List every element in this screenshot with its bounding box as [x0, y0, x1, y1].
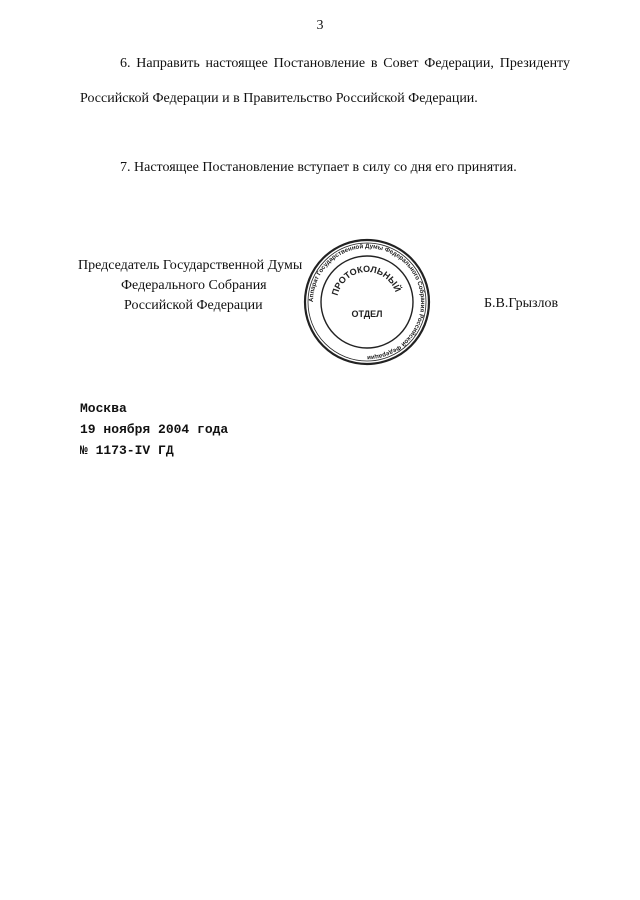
- signer-name: Б.В.Грызлов: [484, 296, 559, 311]
- page-number: 3: [316, 18, 324, 33]
- paragraph-7-text: 7. Настоящее Постановление вступает в силу со дня его принятия.: [120, 160, 517, 175]
- footer-city: Москва: [80, 401, 127, 416]
- seal-center-text: ОТДЕЛ: [351, 309, 383, 319]
- paragraph-6: [80, 46, 570, 116]
- paragraph-6-text: 6. Направить настоящее Постановление в Совет Федерации, Президенту Российской Федерации и в Правительство Российской Федерации.: [80, 56, 570, 106]
- signature-title-line-3: Российской Федерации: [124, 298, 263, 313]
- seal-outer-text: Аппарат Государственной Думы Федерального Собрания Российской Федерации: [307, 242, 427, 362]
- seal-inner-text: ПРОТОКОЛЬНЫЙ: [329, 263, 403, 297]
- signature-title-block: [78, 256, 318, 316]
- paragraph-7: [80, 150, 570, 185]
- signature-title-line-2: Федерального Собрания: [121, 278, 267, 293]
- footer-number: № 1173-IV ГД: [80, 443, 174, 458]
- footer-date: 19 ноября 2004 года: [80, 422, 229, 437]
- seal-outer-ring: [305, 240, 429, 364]
- official-seal-stamp: [303, 238, 431, 366]
- signature-title-line-1: Председатель Государственной Думы: [78, 258, 303, 273]
- document-footer: [80, 398, 228, 461]
